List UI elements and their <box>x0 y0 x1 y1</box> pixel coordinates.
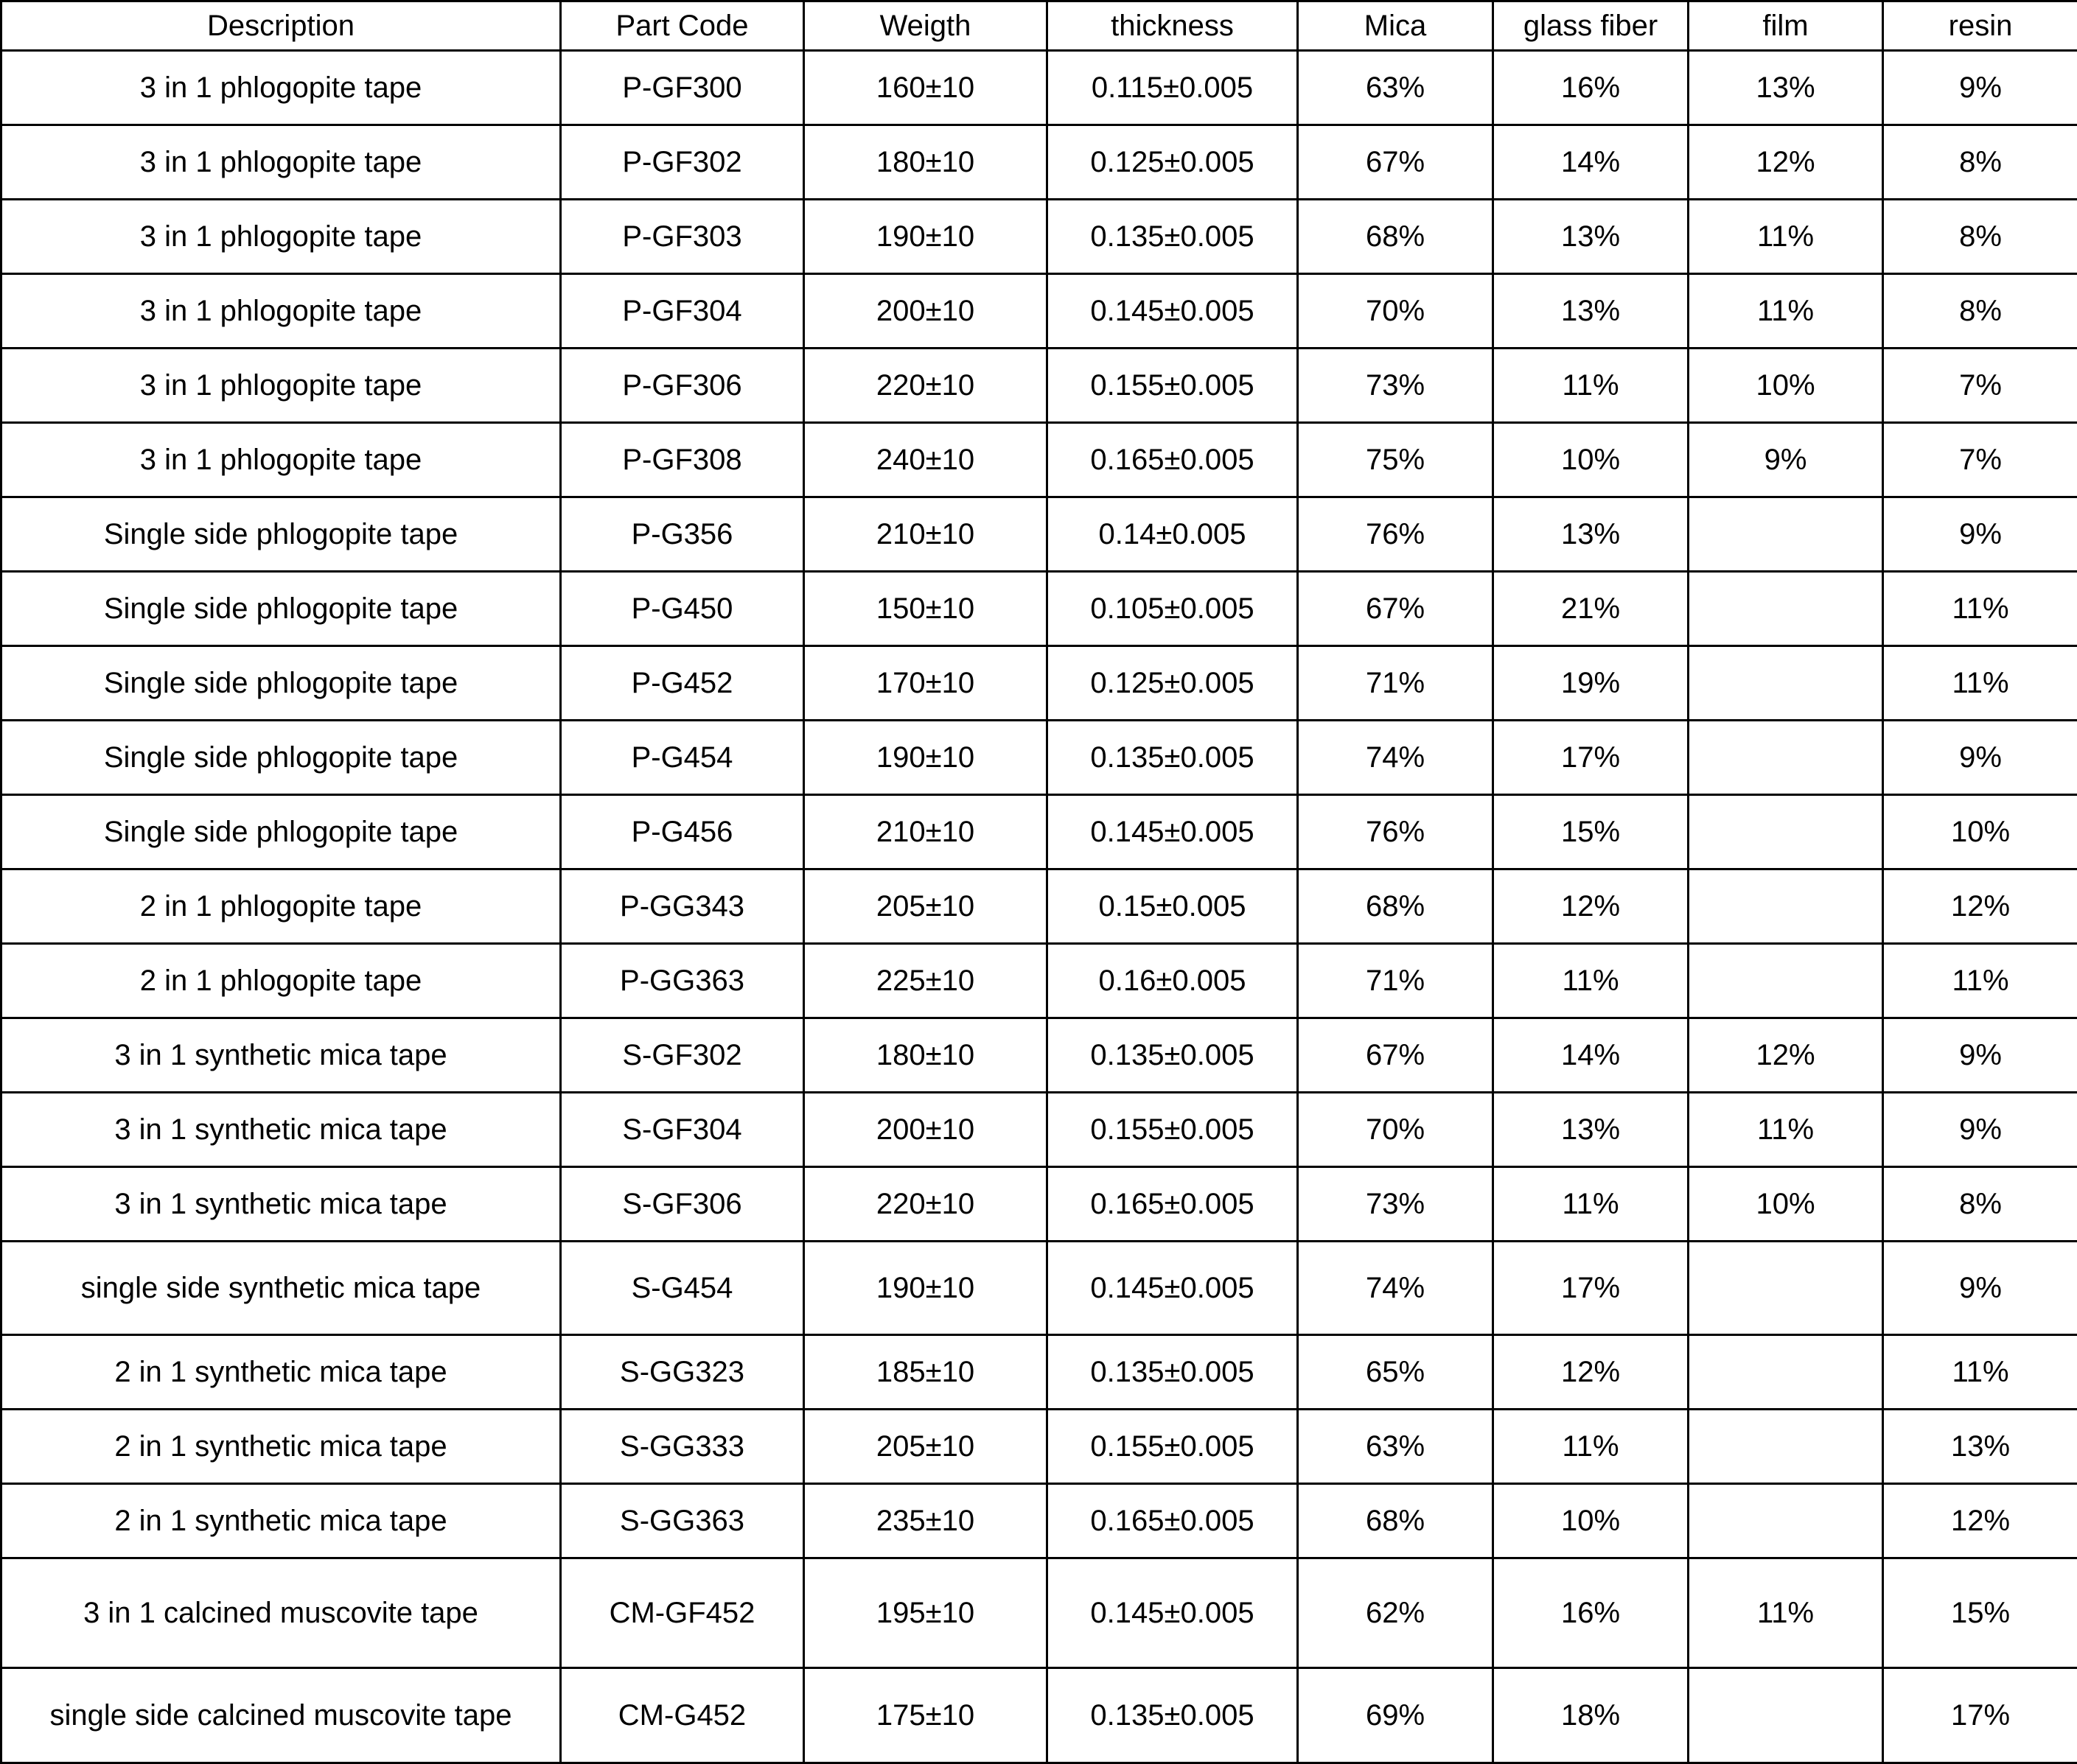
cell-film: 10% <box>1689 349 1883 423</box>
table-row <box>1 646 2077 721</box>
cell-thickness: 0.145±0.005 <box>1047 795 1298 869</box>
table-body <box>1 51 2077 1763</box>
cell-description: 3 in 1 phlogopite tape <box>1 423 561 497</box>
cell-thickness: 0.105±0.005 <box>1047 572 1298 646</box>
cell-resin: 7% <box>1883 423 2077 497</box>
cell-film: 12% <box>1689 1018 1883 1093</box>
cell-mica: 70% <box>1298 1093 1493 1167</box>
cell-part-code: P-GF308 <box>561 423 804 497</box>
cell-mica: 74% <box>1298 721 1493 795</box>
cell-mica: 67% <box>1298 125 1493 200</box>
cell-weight: 205±10 <box>804 869 1047 944</box>
cell-glass-fiber: 10% <box>1493 423 1689 497</box>
cell-weight: 240±10 <box>804 423 1047 497</box>
cell-mica: 74% <box>1298 1242 1493 1335</box>
header-mica: Mica <box>1298 1 1493 51</box>
cell-description: Single side phlogopite tape <box>1 721 561 795</box>
cell-weight: 205±10 <box>804 1410 1047 1484</box>
cell-weight: 170±10 <box>804 646 1047 721</box>
cell-resin: 10% <box>1883 795 2077 869</box>
cell-part-code: P-G450 <box>561 572 804 646</box>
cell-resin: 11% <box>1883 646 2077 721</box>
cell-description: Single side phlogopite tape <box>1 572 561 646</box>
cell-glass-fiber: 18% <box>1493 1668 1689 1763</box>
cell-mica: 67% <box>1298 1018 1493 1093</box>
cell-weight: 200±10 <box>804 1093 1047 1167</box>
cell-weight: 195±10 <box>804 1558 1047 1668</box>
table-row <box>1 572 2077 646</box>
cell-resin: 9% <box>1883 721 2077 795</box>
cell-mica: 63% <box>1298 1410 1493 1484</box>
cell-thickness: 0.145±0.005 <box>1047 1558 1298 1668</box>
cell-resin: 8% <box>1883 274 2077 349</box>
cell-description: 2 in 1 phlogopite tape <box>1 869 561 944</box>
cell-resin: 11% <box>1883 944 2077 1018</box>
cell-film <box>1689 646 1883 721</box>
cell-mica: 68% <box>1298 869 1493 944</box>
cell-film <box>1689 1242 1883 1335</box>
cell-film: 11% <box>1689 274 1883 349</box>
cell-part-code: P-GF303 <box>561 200 804 274</box>
cell-weight: 180±10 <box>804 1018 1047 1093</box>
cell-glass-fiber: 11% <box>1493 944 1689 1018</box>
cell-film <box>1689 944 1883 1018</box>
cell-weight: 160±10 <box>804 51 1047 125</box>
cell-resin: 11% <box>1883 1335 2077 1410</box>
cell-film: 10% <box>1689 1167 1883 1242</box>
cell-part-code: S-GF302 <box>561 1018 804 1093</box>
table-row <box>1 1167 2077 1242</box>
cell-film <box>1689 497 1883 572</box>
cell-part-code: P-GF306 <box>561 349 804 423</box>
cell-glass-fiber: 17% <box>1493 721 1689 795</box>
cell-description: 3 in 1 phlogopite tape <box>1 125 561 200</box>
cell-glass-fiber: 16% <box>1493 1558 1689 1668</box>
cell-thickness: 0.125±0.005 <box>1047 125 1298 200</box>
header-description: Description <box>1 1 561 51</box>
cell-part-code: P-GF304 <box>561 274 804 349</box>
cell-resin: 7% <box>1883 349 2077 423</box>
cell-thickness: 0.135±0.005 <box>1047 1018 1298 1093</box>
cell-weight: 200±10 <box>804 274 1047 349</box>
cell-thickness: 0.135±0.005 <box>1047 1335 1298 1410</box>
cell-description: single side synthetic mica tape <box>1 1242 561 1335</box>
cell-film: 13% <box>1689 51 1883 125</box>
cell-description: single side calcined muscovite tape <box>1 1668 561 1763</box>
table-row <box>1 721 2077 795</box>
cell-part-code: S-G454 <box>561 1242 804 1335</box>
cell-glass-fiber: 15% <box>1493 795 1689 869</box>
header-resin: resin <box>1883 1 2077 51</box>
cell-glass-fiber: 13% <box>1493 274 1689 349</box>
cell-mica: 76% <box>1298 497 1493 572</box>
cell-description: Single side phlogopite tape <box>1 497 561 572</box>
cell-weight: 185±10 <box>804 1335 1047 1410</box>
cell-mica: 73% <box>1298 349 1493 423</box>
cell-film: 12% <box>1689 125 1883 200</box>
cell-glass-fiber: 11% <box>1493 349 1689 423</box>
table-row <box>1 349 2077 423</box>
cell-description: 3 in 1 phlogopite tape <box>1 274 561 349</box>
table-row <box>1 200 2077 274</box>
table-row <box>1 1410 2077 1484</box>
header-part-code: Part Code <box>561 1 804 51</box>
cell-thickness: 0.145±0.005 <box>1047 1242 1298 1335</box>
table-row <box>1 1018 2077 1093</box>
cell-description: 2 in 1 synthetic mica tape <box>1 1484 561 1558</box>
cell-part-code: CM-GF452 <box>561 1558 804 1668</box>
cell-mica: 76% <box>1298 795 1493 869</box>
cell-weight: 235±10 <box>804 1484 1047 1558</box>
cell-weight: 180±10 <box>804 125 1047 200</box>
cell-film <box>1689 1410 1883 1484</box>
cell-description: 2 in 1 phlogopite tape <box>1 944 561 1018</box>
cell-resin: 8% <box>1883 125 2077 200</box>
cell-thickness: 0.135±0.005 <box>1047 1668 1298 1763</box>
table-row <box>1 51 2077 125</box>
cell-resin: 12% <box>1883 1484 2077 1558</box>
cell-thickness: 0.155±0.005 <box>1047 1093 1298 1167</box>
table-row <box>1 1242 2077 1335</box>
cell-part-code: P-G456 <box>561 795 804 869</box>
cell-weight: 220±10 <box>804 1167 1047 1242</box>
table-row <box>1 1484 2077 1558</box>
cell-resin: 15% <box>1883 1558 2077 1668</box>
cell-part-code: S-GF304 <box>561 1093 804 1167</box>
cell-part-code: P-GG363 <box>561 944 804 1018</box>
cell-mica: 67% <box>1298 572 1493 646</box>
cell-mica: 63% <box>1298 51 1493 125</box>
cell-thickness: 0.155±0.005 <box>1047 349 1298 423</box>
cell-thickness: 0.115±0.005 <box>1047 51 1298 125</box>
cell-glass-fiber: 21% <box>1493 572 1689 646</box>
table-row <box>1 125 2077 200</box>
cell-film <box>1689 1484 1883 1558</box>
cell-glass-fiber: 19% <box>1493 646 1689 721</box>
cell-film <box>1689 1335 1883 1410</box>
cell-resin: 11% <box>1883 572 2077 646</box>
cell-thickness: 0.15±0.005 <box>1047 869 1298 944</box>
cell-mica: 70% <box>1298 274 1493 349</box>
cell-weight: 190±10 <box>804 721 1047 795</box>
cell-description: 3 in 1 phlogopite tape <box>1 200 561 274</box>
cell-mica: 69% <box>1298 1668 1493 1763</box>
cell-glass-fiber: 16% <box>1493 51 1689 125</box>
cell-weight: 210±10 <box>804 497 1047 572</box>
cell-film <box>1689 795 1883 869</box>
cell-weight: 175±10 <box>804 1668 1047 1763</box>
cell-description: 3 in 1 phlogopite tape <box>1 349 561 423</box>
header-film: film <box>1689 1 1883 51</box>
cell-glass-fiber: 10% <box>1493 1484 1689 1558</box>
cell-description: Single side phlogopite tape <box>1 646 561 721</box>
cell-thickness: 0.135±0.005 <box>1047 721 1298 795</box>
cell-thickness: 0.145±0.005 <box>1047 274 1298 349</box>
cell-glass-fiber: 12% <box>1493 1335 1689 1410</box>
cell-resin: 9% <box>1883 51 2077 125</box>
cell-glass-fiber: 17% <box>1493 1242 1689 1335</box>
cell-resin: 8% <box>1883 1167 2077 1242</box>
cell-glass-fiber: 13% <box>1493 200 1689 274</box>
cell-film <box>1689 869 1883 944</box>
cell-resin: 12% <box>1883 869 2077 944</box>
cell-description: 3 in 1 calcined muscovite tape <box>1 1558 561 1668</box>
table-row <box>1 795 2077 869</box>
cell-description: 3 in 1 synthetic mica tape <box>1 1018 561 1093</box>
cell-resin: 9% <box>1883 1093 2077 1167</box>
cell-glass-fiber: 14% <box>1493 1018 1689 1093</box>
cell-glass-fiber: 11% <box>1493 1167 1689 1242</box>
cell-description: 3 in 1 synthetic mica tape <box>1 1167 561 1242</box>
cell-thickness: 0.125±0.005 <box>1047 646 1298 721</box>
table-row <box>1 869 2077 944</box>
cell-mica: 71% <box>1298 944 1493 1018</box>
table-row <box>1 944 2077 1018</box>
cell-film <box>1689 572 1883 646</box>
cell-part-code: S-GF306 <box>561 1167 804 1242</box>
cell-glass-fiber: 13% <box>1493 1093 1689 1167</box>
header-row <box>1 1 2077 51</box>
table-row <box>1 274 2077 349</box>
cell-part-code: P-G356 <box>561 497 804 572</box>
cell-part-code: S-GG363 <box>561 1484 804 1558</box>
cell-mica: 75% <box>1298 423 1493 497</box>
cell-film: 11% <box>1689 1093 1883 1167</box>
header-thickness: thickness <box>1047 1 1298 51</box>
cell-film <box>1689 1668 1883 1763</box>
cell-weight: 220±10 <box>804 349 1047 423</box>
cell-thickness: 0.14±0.005 <box>1047 497 1298 572</box>
cell-thickness: 0.165±0.005 <box>1047 423 1298 497</box>
cell-description: 3 in 1 synthetic mica tape <box>1 1093 561 1167</box>
cell-thickness: 0.135±0.005 <box>1047 200 1298 274</box>
table-row <box>1 1668 2077 1763</box>
cell-glass-fiber: 12% <box>1493 869 1689 944</box>
cell-weight: 225±10 <box>804 944 1047 1018</box>
cell-weight: 190±10 <box>804 1242 1047 1335</box>
cell-thickness: 0.16±0.005 <box>1047 944 1298 1018</box>
cell-thickness: 0.165±0.005 <box>1047 1167 1298 1242</box>
cell-description: 2 in 1 synthetic mica tape <box>1 1410 561 1484</box>
cell-mica: 73% <box>1298 1167 1493 1242</box>
cell-mica: 68% <box>1298 200 1493 274</box>
cell-thickness: 0.165±0.005 <box>1047 1484 1298 1558</box>
cell-resin: 13% <box>1883 1410 2077 1484</box>
cell-mica: 62% <box>1298 1558 1493 1668</box>
table-row <box>1 1093 2077 1167</box>
cell-weight: 210±10 <box>804 795 1047 869</box>
cell-mica: 71% <box>1298 646 1493 721</box>
cell-glass-fiber: 11% <box>1493 1410 1689 1484</box>
cell-film <box>1689 721 1883 795</box>
header-weight: Weigth <box>804 1 1047 51</box>
cell-part-code: P-GF300 <box>561 51 804 125</box>
cell-part-code: S-GG333 <box>561 1410 804 1484</box>
cell-part-code: P-GG343 <box>561 869 804 944</box>
table-row <box>1 497 2077 572</box>
cell-part-code: CM-G452 <box>561 1668 804 1763</box>
cell-description: 3 in 1 phlogopite tape <box>1 51 561 125</box>
cell-thickness: 0.155±0.005 <box>1047 1410 1298 1484</box>
cell-glass-fiber: 13% <box>1493 497 1689 572</box>
cell-description: Single side phlogopite tape <box>1 795 561 869</box>
cell-mica: 65% <box>1298 1335 1493 1410</box>
cell-resin: 9% <box>1883 1242 2077 1335</box>
cell-part-code: P-G452 <box>561 646 804 721</box>
cell-resin: 9% <box>1883 497 2077 572</box>
cell-resin: 8% <box>1883 200 2077 274</box>
cell-film: 11% <box>1689 1558 1883 1668</box>
cell-film: 11% <box>1689 200 1883 274</box>
cell-part-code: P-G454 <box>561 721 804 795</box>
cell-part-code: S-GG323 <box>561 1335 804 1410</box>
cell-weight: 190±10 <box>804 200 1047 274</box>
cell-resin: 9% <box>1883 1018 2077 1093</box>
cell-glass-fiber: 14% <box>1493 125 1689 200</box>
table-row <box>1 1335 2077 1410</box>
cell-resin: 17% <box>1883 1668 2077 1763</box>
cell-mica: 68% <box>1298 1484 1493 1558</box>
cell-film: 9% <box>1689 423 1883 497</box>
header-glass-fiber: glass fiber <box>1493 1 1689 51</box>
cell-weight: 150±10 <box>804 572 1047 646</box>
cell-part-code: P-GF302 <box>561 125 804 200</box>
table-row <box>1 1558 2077 1668</box>
cell-description: 2 in 1 synthetic mica tape <box>1 1335 561 1410</box>
table-row <box>1 423 2077 497</box>
